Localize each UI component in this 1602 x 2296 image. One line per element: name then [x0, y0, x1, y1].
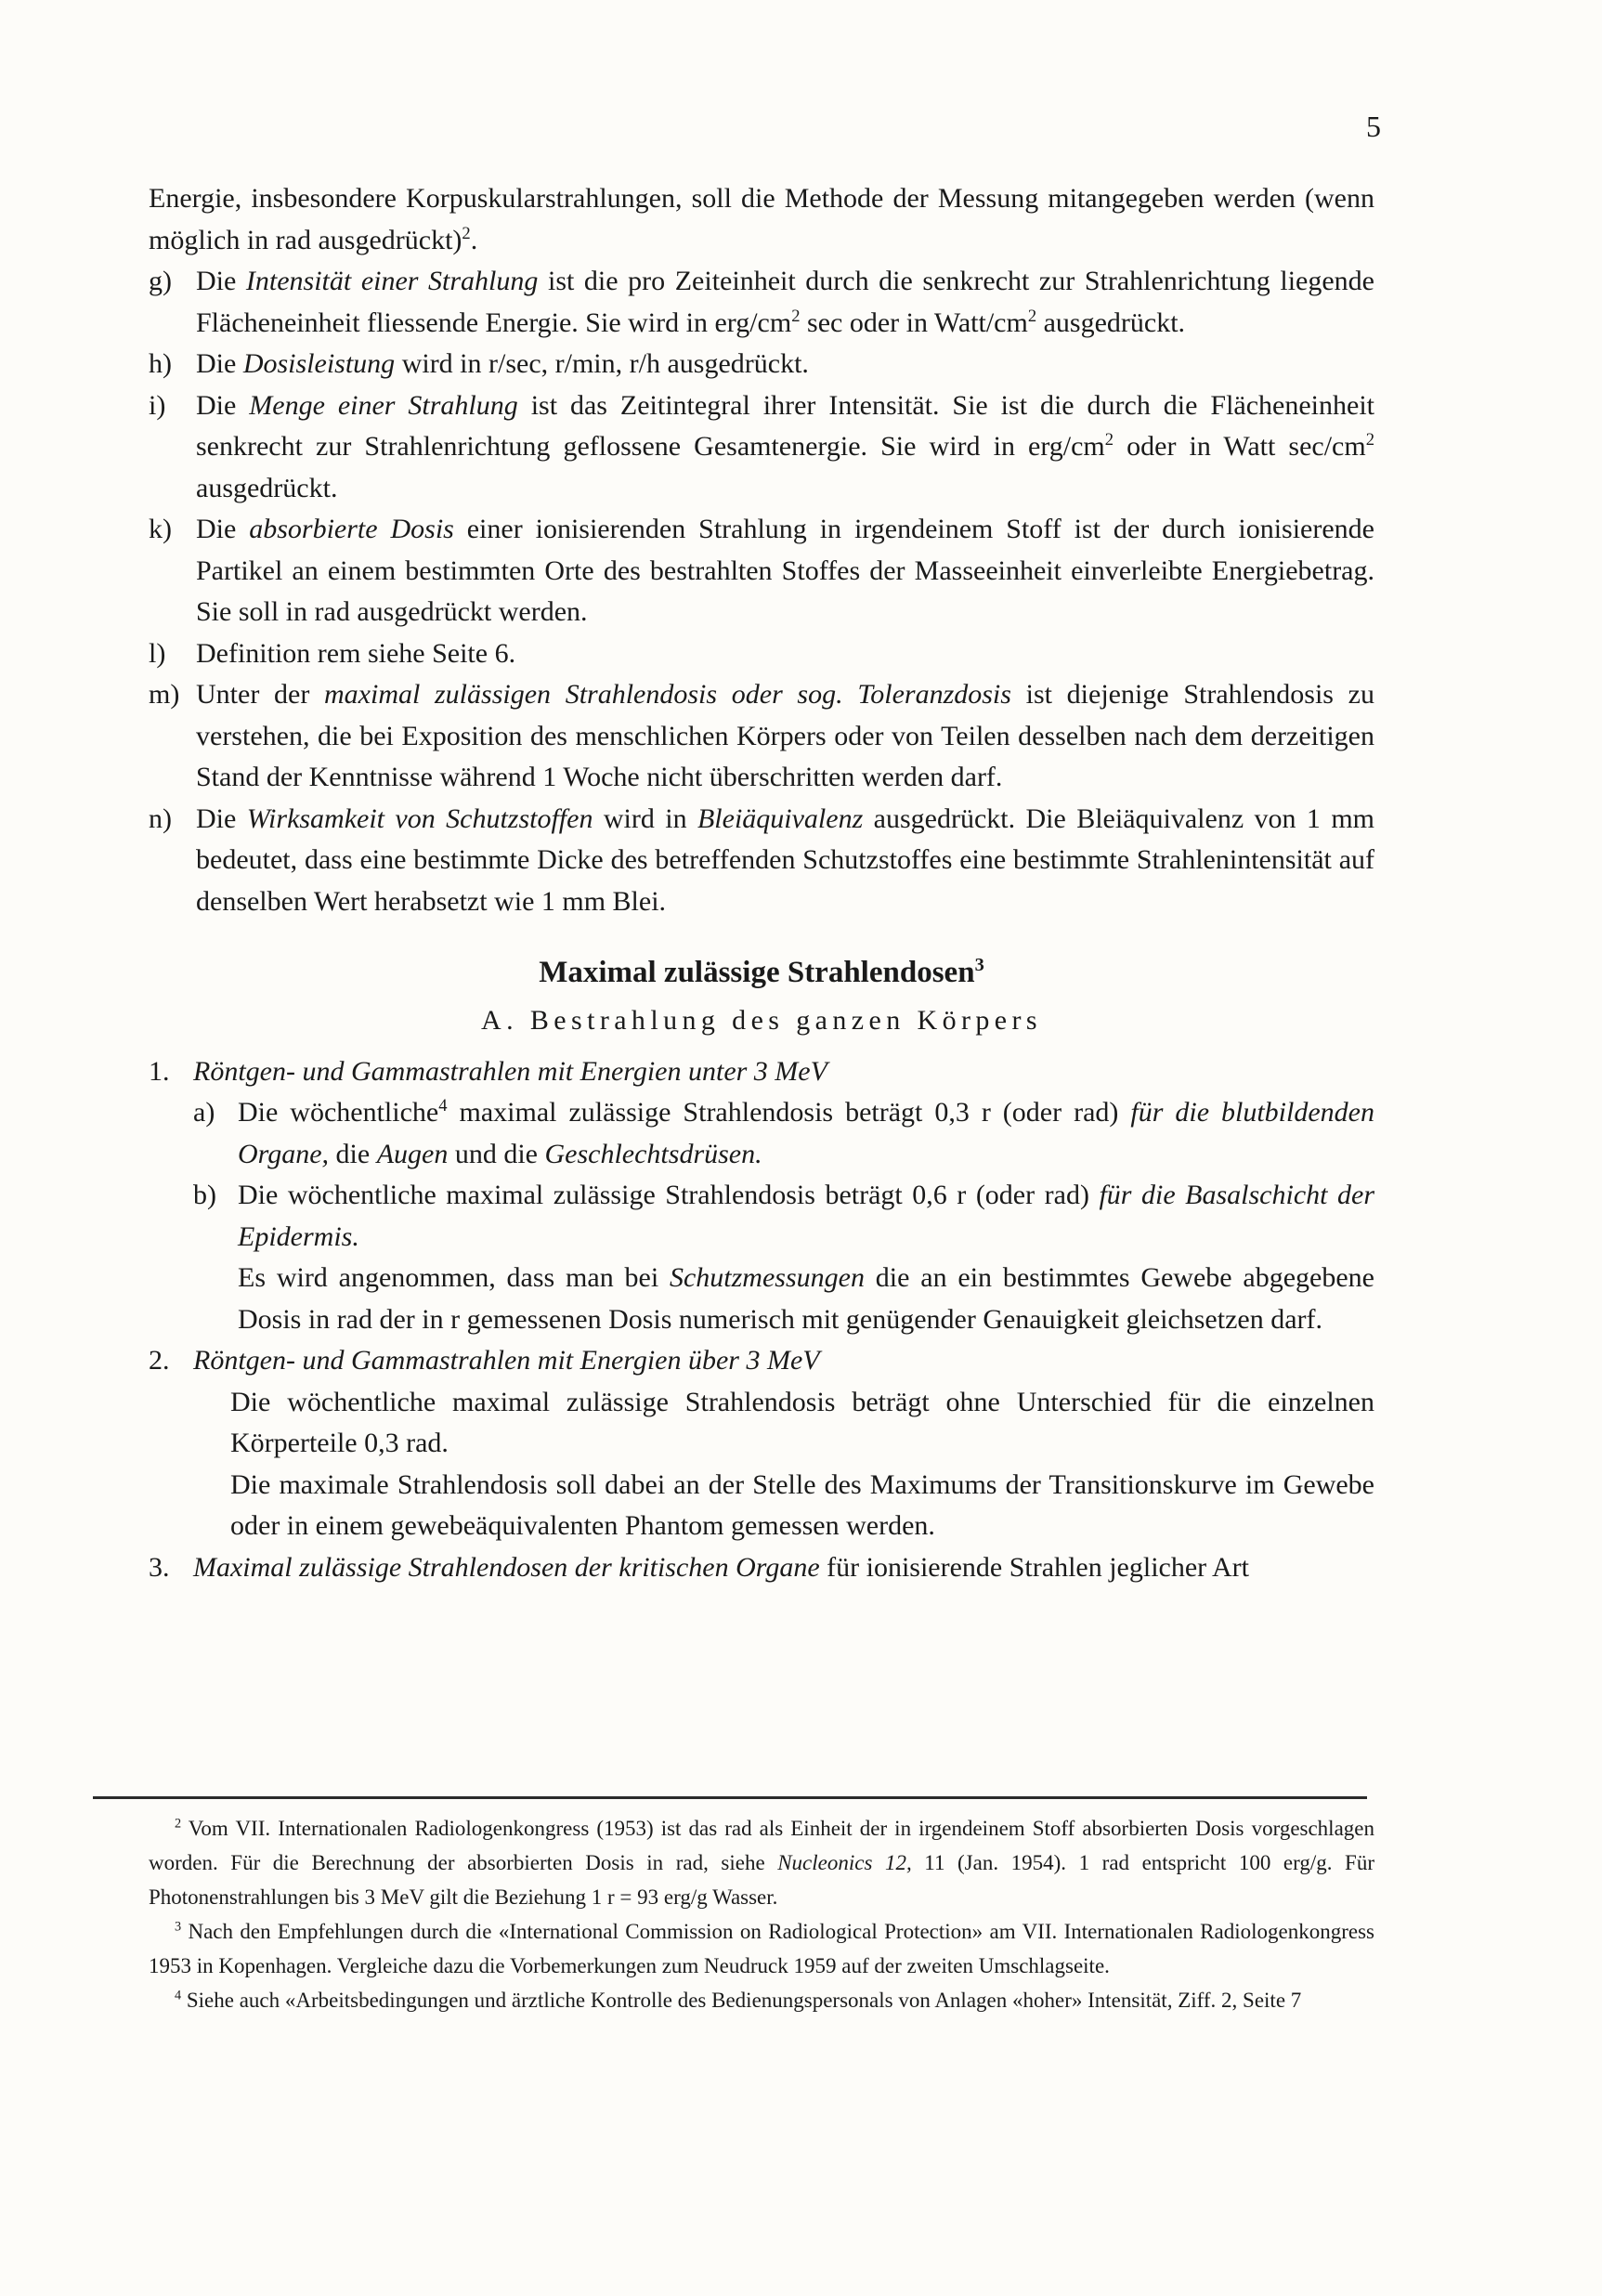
footnotes — [149, 1811, 1374, 2017]
section-2-p1: Die wöchentliche maximal zulässige Strahlendosis beträgt ohne Unterschied für die einzelnen Körperteile 0,3 rad. — [230, 1386, 1374, 1458]
text: Die — [196, 266, 246, 296]
page-number: 5 — [1366, 110, 1381, 143]
heading-title: Maximal zulässige Strahlendosen — [539, 956, 975, 989]
term-toleranzdosis: Toleranzdosis — [857, 679, 1011, 710]
section-1b — [149, 1175, 1374, 1258]
intro-paragraph — [149, 178, 1374, 261]
item-label: m) — [149, 679, 180, 710]
text: Die wöchentliche — [238, 1097, 439, 1128]
term-menge: Menge einer Strahlung — [249, 389, 518, 421]
definition-m — [149, 674, 1374, 799]
text: Die — [196, 348, 243, 379]
term-wirksamkeit: Wirksamkeit von Schutzstoffen — [246, 802, 593, 834]
text: ausgedrückt. — [196, 472, 338, 503]
text: Siehe auch «Arbeitsbedingungen und ärztliche Kontrolle des Bedienungspersonals von Anlagen «hoher» Intensität, Ziff. 2, Seite 7 — [181, 1989, 1302, 2012]
journal-name: Nucleonics 12, — [777, 1851, 912, 1874]
section-1-note — [149, 1258, 1374, 1340]
text: ist die pro Zeiteinheit durch die senkrecht zur Strahlenrichtung liegende Flächeneinheit fliessende Energie. Sie wird in erg/cm — [196, 266, 1374, 338]
text: Röntgen- und Gammastrahlen mit Energien über 3 MeV — [193, 1345, 820, 1376]
text: einer ionisierenden Strahlung in irgendeinem Stoff ist der durch ionisierende Partikel an einem bestimmten Orte des bestrahlten Stoffes der Masseeinheit einverleibte Energiebetrag. Sie soll in rad ausgedrückt werden. — [196, 514, 1374, 627]
text: maximal zulässige Strahlendosis beträgt 0,3 r (oder rad) — [447, 1097, 1131, 1128]
definition-g — [149, 261, 1374, 344]
text: ausgedrückt. Die Bleiäquivalenz von 1 mm bedeutet, dass eine bestimmte Dicke des betreffenden Schutzstoffes eine bestimmte Strahlenintensität auf denselben Wert herabsetzt wie 1 mm Blei. — [196, 802, 1374, 917]
superscript: 2 — [1104, 430, 1114, 450]
text: Röntgen- und Gammastrahlen mit Energien unter 3 MeV — [193, 1055, 827, 1087]
definition-l — [149, 633, 1374, 675]
definition-n — [149, 799, 1374, 923]
term-bleiaequivalenz: Bleiäquivalenz — [697, 802, 864, 834]
text: Die — [196, 802, 247, 834]
text: Maximal zulässige Strahlendosen der kritischen Organe — [193, 1551, 820, 1583]
text: Augen — [376, 1138, 449, 1169]
section-heading — [149, 950, 1374, 995]
text: für ionisierende Strahlen jeglicher Art — [819, 1551, 1249, 1583]
superscript: 2 — [1365, 430, 1374, 450]
item-label: l) — [149, 637, 166, 669]
text: für die blutbildenden Organe, — [238, 1097, 1374, 1169]
definition-k — [149, 509, 1374, 633]
text: oder in Watt sec/cm — [1114, 431, 1366, 462]
section-subheading: A. Bestrahlung des ganzen Körpers — [481, 1005, 1042, 1036]
text: Es wird angenommen, dass man bei — [238, 1262, 670, 1293]
text: ist diejenige Strahlendosis zu verstehen, die bei Exposition des menschlichen Körpers oder von Teilen desselben nach dem derzeitigen Stand der Kenntnisse während 1 Woche nicht überschritten werden darf. — [196, 679, 1374, 792]
text: 11 (Jan. 1954). 1 rad entspricht 100 erg/g. Für Photonenstrahlungen bis 3 MeV gilt die Beziehung 1 r = 93 erg/g Wasser. — [149, 1851, 1375, 1909]
term-maximal-zulaessig: maximal zulässigen Strahlendosis oder sog. — [324, 679, 843, 710]
term-dosisleistung: Dosisleistung — [242, 348, 396, 379]
item-label: n) — [149, 802, 172, 834]
superscript: 2 — [1027, 306, 1037, 326]
section-1-title — [149, 1051, 1374, 1093]
term-schutzmessungen: Schutzmessungen — [669, 1262, 865, 1293]
item-number: 1. — [149, 1055, 170, 1087]
text: und die — [448, 1138, 545, 1169]
text: ist das Zeitintegral ihrer Intensität. Sie ist die durch die Flächeneinheit senkrecht zur Strahlenrichtung geflossene Gesamtenergie. Sie wird in erg/cm — [196, 389, 1374, 462]
text: wird in — [593, 802, 697, 834]
text: Die — [196, 389, 250, 421]
footnote-mark: 4 — [175, 1988, 182, 2003]
text: sec oder in Watt/cm — [800, 307, 1028, 338]
text: Vom VII. Internationalen Radiologenkongress (1953) ist das rad als Einheit der in irgendeinem Stoff absorbierten Dosis vorgeschlagen worden. Für die Berechnung der absorbierten Dosis in rad, siehe — [149, 1817, 1374, 1874]
text: Die — [196, 514, 250, 544]
text: Geschlechtsdrüsen. — [544, 1138, 762, 1169]
main-text — [149, 178, 1374, 1588]
text: Unter der — [196, 679, 324, 710]
footnote-2 — [149, 1811, 1374, 1914]
text: die — [329, 1138, 377, 1169]
item-number: 2. — [149, 1345, 170, 1376]
footnote-mark: 2 — [175, 1816, 182, 1832]
text: wird in r/sec, r/min, r/h ausgedrückt. — [395, 348, 809, 379]
item-label: h) — [149, 348, 172, 379]
item-label: a) — [193, 1097, 215, 1128]
text: für die Basalschicht der Epidermis. — [238, 1180, 1375, 1252]
footnote-mark: 3 — [175, 1919, 182, 1935]
text: ausgedrückt. — [1036, 307, 1186, 338]
definition-h — [149, 344, 1374, 385]
text: die an ein bestimmtes Gewebe abgegebene Dosis in rad der in r gemessenen Dosis numerisch mit genügender Genauigkeit gleichsetzen darf. — [238, 1262, 1374, 1335]
section-2-title — [149, 1340, 1374, 1382]
text: Nach den Empfehlungen durch die «International Commission on Radiological Protection» am VII. Internationalen Radiologenkongress 1953 in Kopenhagen. Vergleiche dazu die Vorbemerkungen zum Neudruck 1959 auf der zweiten Umschlagseite. — [149, 1920, 1374, 1977]
text: Die wöchentliche maximal zulässige Strahlendosis beträgt 0,6 r (oder rad) — [238, 1180, 1100, 1210]
intro-end: . — [470, 224, 478, 255]
item-label: b) — [193, 1180, 216, 1210]
intro-text: Energie, insbesondere Korpuskularstrahlungen, soll die Methode der Messung mitangegeben werden (wenn möglich in rad ausgedrückt) — [149, 183, 1374, 255]
section-1a — [149, 1092, 1374, 1175]
item-label: g) — [149, 266, 172, 296]
footnote-ref-2: 2 — [462, 223, 471, 243]
item-number: 3. — [149, 1551, 170, 1583]
definition-i — [149, 385, 1374, 510]
footnote-3 — [149, 1914, 1374, 1983]
footnote-ref-4: 4 — [438, 1096, 448, 1115]
section-2-p2: Die maximale Strahlendosis soll dabei an der Stelle des Maximums der Transitionskurve im Gewebe oder in einem gewebeäquivalenten Phantom gemessen werden. — [230, 1468, 1374, 1541]
footnote-divider — [93, 1796, 1367, 1799]
term-intensitaet: Intensität einer Strahlung — [245, 266, 539, 296]
section-3-title — [149, 1547, 1374, 1589]
text: Definition rem siehe Seite 6. — [196, 637, 516, 669]
superscript: 2 — [791, 306, 801, 326]
item-label: k) — [149, 514, 172, 544]
footnote-ref-3: 3 — [974, 955, 984, 975]
item-label: i) — [149, 389, 166, 421]
term-absorbierte-dosis: absorbierte Dosis — [249, 514, 454, 544]
text — [843, 679, 858, 710]
footnote-4 — [149, 1983, 1374, 2017]
